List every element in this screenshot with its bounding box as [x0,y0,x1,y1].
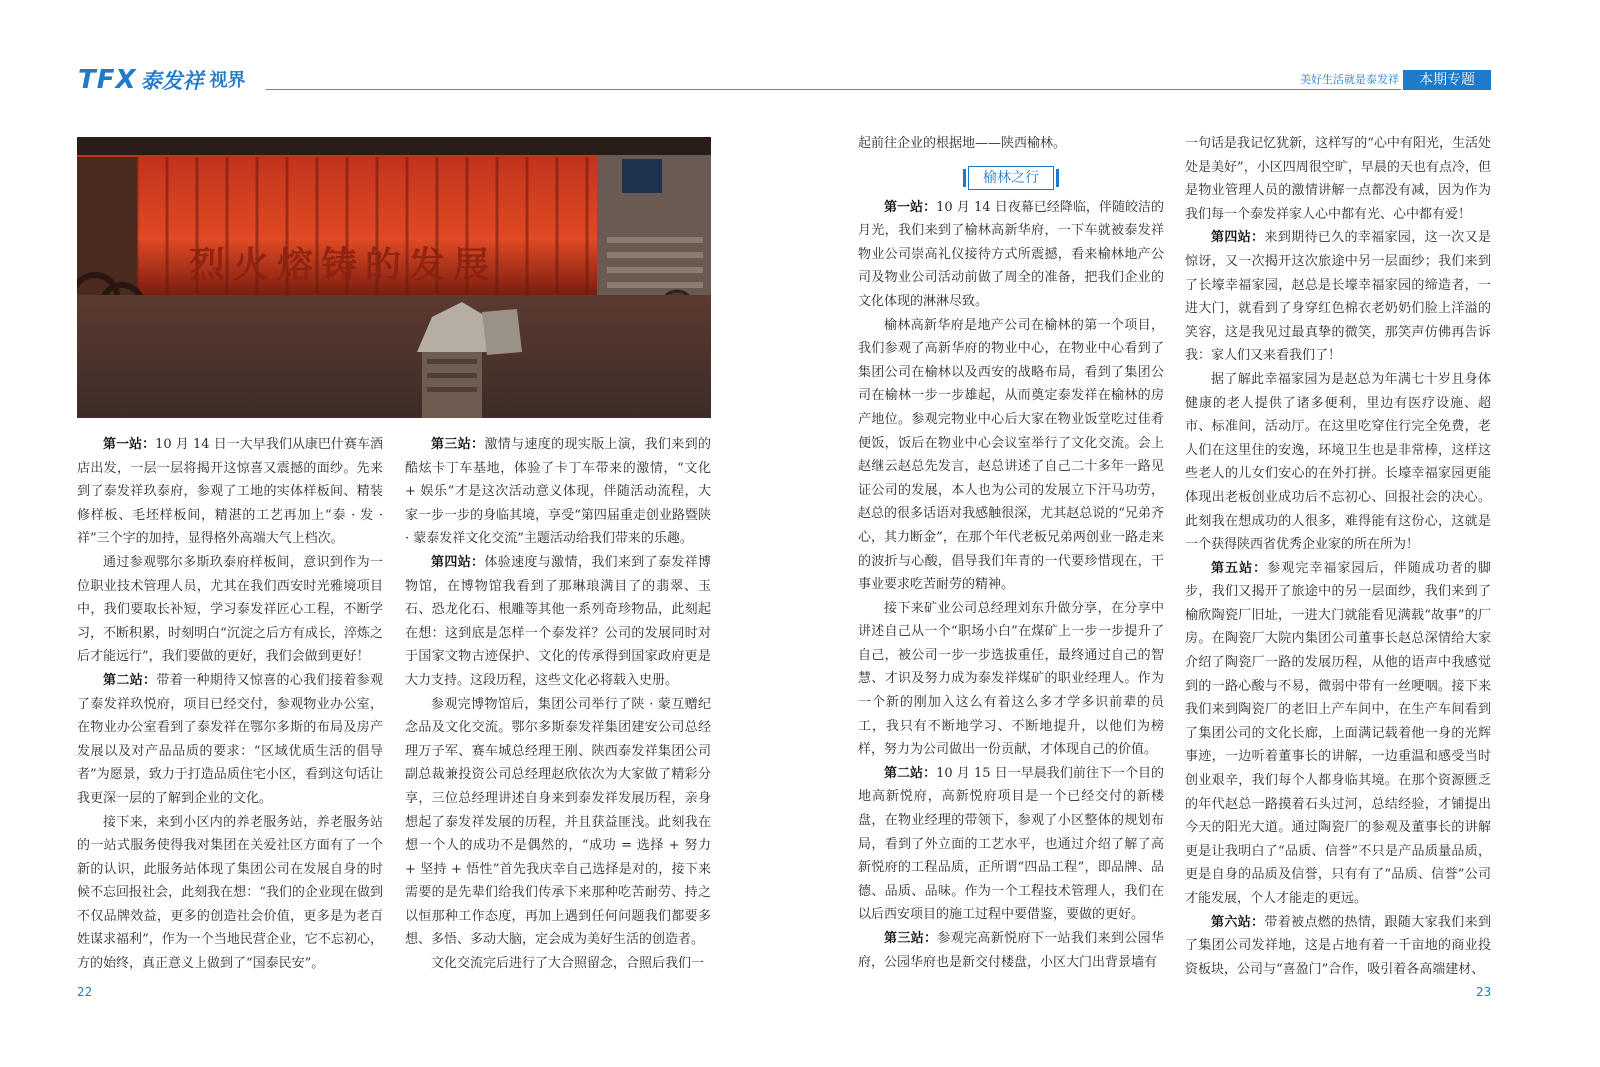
paragraph: 参观完博物馆后，集团公司举行了陕 · 蒙互赠纪念品及文化交流。鄂尔多斯泰发祥集团建安公司总经理万子军、赛车城总经理王刚、陕西泰发祥集团公司副总裁兼投资公司总经理赵欣依次为大家做了精彩分享，三位总经理讲述自身来到泰发祥发展历程，亲身想起了泰发祥发展的历程，并且获益匪浅。此刻我在想一个人的成功不是偶然的，“成功 = 选择 + 努力 + 坚持 + 悟性”首先我庆幸自己选择是对的，接下来需要的是先辈们给我们传承下来那种吃苦耐劳、持之以恒那种工作态度，再加上遇到任何问题我们都要多想、多悟、多动大脑，定会成为美好生活的创造者。 [405,696,711,948]
paragraph-text: 激情与速度的现实版上演，我们来到的酷炫卡丁车基地，体验了卡丁车带来的激情，“文化 + 娱乐”才是这次活动意义体现，伴随活动流程，大家一步一步的身临其境，享受“第四届重走创业路暨陕 · 蒙泰发祥文化交流”主题活动给我们带来的乐趣。 [405,437,711,547]
paragraph [1185,557,1491,911]
paragraph-text: 10 月 14 日一大早我们从康巴什赛车酒店出发，一层一层将揭开这惊喜又震撼的面纱。先来到了泰发祥玖泰府，参观了工地的实体样板间、精装修样板、毛坯样板间，精湛的工艺再加上“泰 · 发 · 祥”三个字的加持，显得格外高端大气上档次。 [77,437,383,547]
stop-label: 第六站： [1211,914,1265,930]
paragraph-text: 参观完高新悦府下一站我们来到公园华府，公园华府也是新交付楼盘，小区大门出背景墙有 [858,931,1164,970]
paragraph-text: 参观完幸福家园后，伴随成功者的脚步，我们又揭开了旅途中的另一层面纱，我们来到了榆欣陶瓷厂旧址，一进大门就能看见满载“故事”的厂房。在陶瓷厂大院内集团公司董事长赵总深情给大家介绍了陶瓷厂一路的发展历程，从他的语声中我感觉到的一路心酸与不易，微弱中带有一丝哽咽。接下来我们来到陶瓷厂的老旧上产车间中，在生产车间看到了集团公司的文化长廊，上面满记载着他一身的光辉事迹，一边听着董事长的讲解，一边重温和感受当时创业艰辛，我们每个人都身临其境。在那个资源匮乏的年代赵总一路摸着石头过河，总结经验，才铺提出今天的阳光大道。通过陶瓷厂的参观及董事长的讲解更是让我明白了“品质、信誉”不只是产品质量品质，更是自身的品质及信誉，只有有了“品质、信誉”公司才能发展，个人才能走的更远。 [1185,560,1491,906]
subtitle-text: 榆林之行 [968,166,1054,190]
article-column-2 [405,433,711,976]
exhibition-photo [77,137,711,418]
stop-label: 第四站： [431,554,485,570]
paragraph [858,762,1164,927]
paragraph: 文化交流完后进行了大合照留念，合照后我们一 [431,956,705,972]
paragraph: 榆林高新华府是地产公司在榆林的第一个项目，我们参观了高新华府的物业中心，在物业中心看到了集团公司在榆林以及西安的战略布局，看到了集团公司在榆林一步一步雄起，从而奠定泰发祥在榆林的房产地位。参观完物业中心后大家在物业饭堂吃过佳肴便饭，饭后在物业中心会议室举行了文化交流。会上赵继云赵总先发言，赵总讲述了自己二十多年一路见证公司的发展，本人也为公司的发展立下汗马功劳，赵总的很多话语对我感触很深，尤其赵总说的“兄弟齐心，其力断金”，在那个年代老板兄弟两创业一路走来的波折与心酸，倡导我们年青的一代要珍惜现在，干事业要求吃苦耐劳的精神。 [858,317,1164,593]
stop-label: 第一站： [103,437,156,452]
paragraph-text: 10 月 14 日夜幕已经降临，伴随皎洁的月光，我们来到了榆林高新华府，一下车就被泰发祥物业公司崇高礼仪接待方式所震撼，看来榆林地产公司及物业公司活动前做了周全的准备，把我们企业的文化体现的淋淋尽致。 [858,199,1164,309]
paragraph [405,551,711,693]
header-slogan: 美好生活就是泰发祥 [1300,73,1399,86]
paragraph [858,927,1164,974]
paragraph [77,433,383,551]
paragraph [1185,226,1491,368]
paragraph: 起前往企业的根据地——陕西榆林。 [858,136,1067,151]
paragraph [858,196,1164,314]
article-column-1 [77,433,383,976]
article-column-4 [1185,132,1491,981]
paragraph-text: 带着一种期待又惊喜的心我们接着参观了泰发祥玖悦府，项目已经交付，参观物业办公室，在物业办公室看到了泰发祥在鄂尔多斯的布局及房产发展以及对产品品质的要求：“区域优质生活的倡导者”为愿景，致力于打造品质住宅小区，看到这句话让我更深一层的了解到企业的文化。 [77,672,383,806]
section-subtitle [858,166,1164,190]
paragraph [1185,911,1491,982]
page-number-right: 23 [1476,985,1492,999]
article-column-3 [858,132,1164,974]
logo-brand-name: 泰发祥 [140,69,204,93]
stop-label: 第二站： [884,765,937,781]
paragraph [405,433,711,551]
stop-label: 第三站： [431,437,485,452]
paragraph-text: 来到期待已久的幸福家园，这一次又是惊讶，又一次揭开这次旅途中另一层面纱；我们来到了长壕幸福家园，赵总是长壕幸福家园的缔造者，一进大门，就看到了身穿红色棉衣老奶奶们脸上洋溢的笑容，这是我见过最真挚的微笑，那笑声仿佛再告诉我：家人们又来看我们了！ [1185,230,1491,364]
wall-slogan: 烈火熔铸的发展 [189,245,498,286]
logo-view-label: 视界 [209,70,246,91]
paragraph: 据了解此幸福家园为是赵总为年满七十岁且身体健康的老人提供了诸多便利，里边有医疗设施、超市、标准间，活动厅。在这里吃穿住行完全免费，老人们在这里住的安逸，环境卫生也是非常棒，这样这些老人的儿女们安心的在外打拼。长壕幸福家园更能体现出老板创业成功后不忘初心、回报社会的决心。此刻我在想成功的人很多，难得能有这份心，这就是一个获得陕西省优秀企业家的所在所为！ [1185,371,1491,553]
magazine-logo [78,67,246,93]
paragraph: 一句话是我记忆犹新，这样写的“心中有阳光，生活处处是美好”，小区四周很空旷，早晨的天也有点冷，但是物业管理人员的激情讲解一点都没有减，因为作为我们每一个泰发祥家人心中都有光、心中都有爱！ [1185,136,1491,222]
paragraph: 接下来矿业公司总经理刘东升做分享，在分享中讲述自己从一个“职场小白”在煤矿上一步一步提升了自己，被公司一步一步选拔重任，最终通过自己的智慧、才识及努力成为泰发祥煤矿的职业经理人。作为一个新的刚加入这么有着这么多才学多识前辈的员工，我只有不断地学习、不断地提升，以他们为榜样，努力为公司做出一份贡献，才体现自己的价值。 [858,600,1164,758]
section-tag: 本期专题 [1403,70,1491,90]
paragraph: 接下来，来到小区内的养老服务站，养老服务站的一站式服务使得我对集团在关爱社区方面有了一个新的认识，此服务站体现了集团公司在发展自身的时候不忘回报社会，此刻我在想：“我们的企业现在做到不仅品牌效益，更多的创造社会价值，更多是为老百姓谋求福利”，作为一个当地民营企业，它不忘初心，方的始终，真正意义上做到了“国泰民安”。 [77,814,383,972]
paragraph: 通过参观鄂尔多斯玖泰府样板间，意识到作为一位职业技术管理人员，尤其在我们西安时光雅境项目中，我们要取长补短，学习泰发祥匠心工程，不断学习，不断积累，时刻明白“沉淀之后方有成长，淬炼之后才能远行”，我们要做的更好，我们会做到更好！ [77,554,383,665]
paragraph-text: 体验速度与激情，我们来到了泰发祥博物馆，在博物馆我看到了那琳琅满目了的翡翠、玉石、恐龙化石、根雕等其他一系列奇珍物品，此刻起在想：这到底是怎样一个泰发祥？公司的发展同时对于国家文物古迹保护、文化的传承得到国家政府更是大力支持。这段历程，这些文化必将载入史册。 [405,554,711,688]
stop-label: 第五站： [1211,560,1268,576]
stop-label: 第一站： [884,199,937,215]
stop-label: 第三站： [884,931,938,946]
exhibition-hall-image [77,137,711,418]
paragraph [77,669,383,811]
stop-label: 第四站： [1211,230,1265,246]
header-rule [266,89,1401,90]
paragraph-text: 10 月 15 日一早晨我们前往下一个目的地高新悦府，高新悦府项目是一个已经交付的新楼盘，在物业经理的带领下，参观了小区整体的规划布局，看到了外立面的工艺水平，也通过介绍了解了高新悦府的工程品质，正所谓“四品工程”，即品牌、品德、品质、品味。作为一个工程技术管理人，我们在以后西安项目的施工过程中要借鉴，要做的更好。 [858,765,1164,923]
stop-label: 第二站： [103,672,157,688]
logo-tfx: TFX [78,65,137,95]
page-number-left: 22 [77,985,93,999]
paragraph-text: 带着被点燃的热情，跟随大家我们来到了集团公司发祥地，这是占地有着一千亩地的商业投资板块，公司与“喜盈门”合作，吸引着各高端建材、 [1185,914,1491,977]
